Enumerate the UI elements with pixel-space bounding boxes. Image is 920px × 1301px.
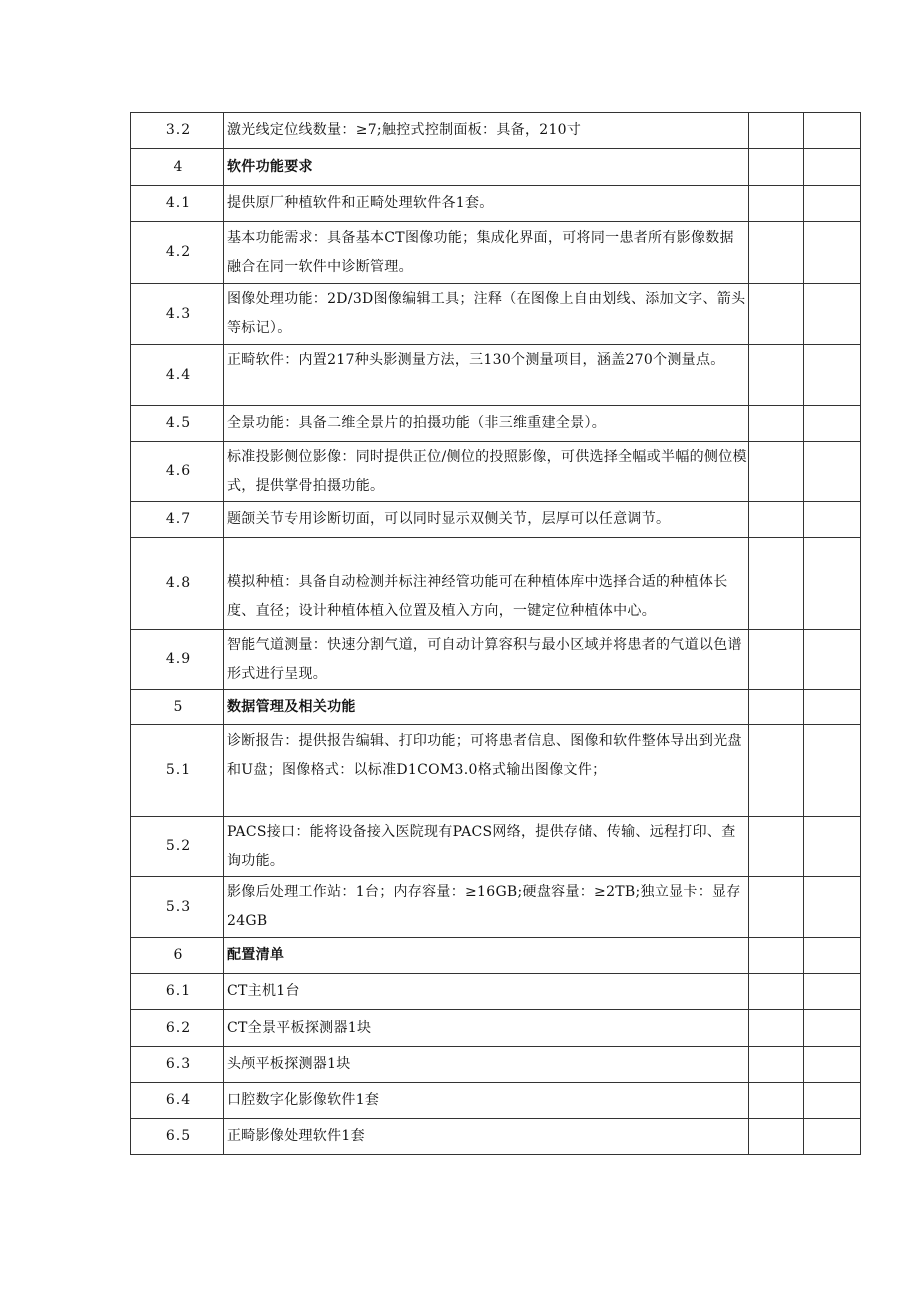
row-description: 诊断报告：提供报告编辑、打印功能；可将患者信息、图像和软件整体导出到光盘和U盘；图像格式：以标准D1COM3.0格式输出图像文件； — [224, 725, 749, 817]
row-description: 智能气道测量：快速分割气道，可自动计算容积与最小区域并将患者的气道以色谱形式进行呈现。 — [224, 630, 749, 690]
empty-cell — [804, 974, 861, 1010]
empty-cell — [804, 1119, 861, 1155]
section-number: 6 — [131, 938, 224, 974]
empty-cell — [749, 690, 804, 725]
empty-cell — [749, 442, 804, 502]
empty-cell — [804, 877, 861, 938]
empty-cell — [749, 502, 804, 538]
empty-cell — [804, 817, 861, 877]
table-row — [131, 442, 861, 502]
row-number: 4.8 — [131, 538, 224, 630]
empty-cell — [749, 406, 804, 442]
empty-cell — [749, 1083, 804, 1119]
table-row — [131, 113, 861, 149]
row-number: 4.9 — [131, 630, 224, 690]
empty-cell — [804, 690, 861, 725]
row-number: 6.1 — [131, 974, 224, 1010]
row-description: 影像后处理工作站：1台；内存容量：≥16GB;硬盘容量：≥2TB;独立显卡：显存24GB — [224, 877, 749, 938]
row-description: 题颌关节专用诊断切面，可以同时显示双侧关节，层厚可以任意调节。 — [224, 502, 749, 538]
table-row — [131, 1083, 861, 1119]
empty-cell — [749, 113, 804, 149]
table-row — [131, 1010, 861, 1047]
empty-cell — [749, 1010, 804, 1047]
empty-cell — [804, 630, 861, 690]
row-description: 口腔数字化影像软件1套 — [224, 1083, 749, 1119]
table-row — [131, 725, 861, 817]
empty-cell — [749, 725, 804, 817]
row-number: 4.5 — [131, 406, 224, 442]
row-description: 激光线定位线数量：≥7;触控式控制面板：具备，210寸 — [224, 113, 749, 149]
empty-cell — [749, 974, 804, 1010]
row-description: CT全景平板探测器1块 — [224, 1010, 749, 1047]
section-title: 软件功能要求 — [224, 149, 749, 186]
empty-cell — [749, 817, 804, 877]
empty-cell — [804, 113, 861, 149]
section-row — [131, 690, 861, 725]
empty-cell — [749, 938, 804, 974]
empty-cell — [804, 725, 861, 817]
table-row — [131, 974, 861, 1010]
empty-cell — [749, 284, 804, 345]
row-number: 6.3 — [131, 1047, 224, 1083]
row-description: PACS接口：能将设备接入医院现有PACS网络，提供存储、传输、远程打印、查询功能。 — [224, 817, 749, 877]
empty-cell — [804, 186, 861, 222]
table-row — [131, 406, 861, 442]
empty-cell — [804, 442, 861, 502]
spec-table — [130, 112, 861, 1155]
empty-cell — [804, 1010, 861, 1047]
section-title: 数据管理及相关功能 — [224, 690, 749, 725]
empty-cell — [749, 877, 804, 938]
empty-cell — [749, 149, 804, 186]
empty-cell — [804, 938, 861, 974]
row-number: 4.7 — [131, 502, 224, 538]
empty-cell — [749, 186, 804, 222]
row-number: 4.1 — [131, 186, 224, 222]
row-description: 标准投影侧位影像：同时提供正位/侧位的投照影像，可供选择全幅或半幅的侧位模式，提供掌骨拍摄功能。 — [224, 442, 749, 502]
section-row — [131, 938, 861, 974]
row-number: 5.2 — [131, 817, 224, 877]
empty-cell — [804, 1047, 861, 1083]
row-number: 6.5 — [131, 1119, 224, 1155]
table-row — [131, 538, 861, 630]
row-number: 4.3 — [131, 284, 224, 345]
section-row — [131, 149, 861, 186]
row-description: 模拟种植：具备自动检测并标注神经管功能可在种植体库中选择合适的种植体长度、直径；设计种植体植入位置及植入方向，一键定位种植体中心。 — [224, 538, 749, 630]
table-row — [131, 630, 861, 690]
row-number: 4.6 — [131, 442, 224, 502]
table-row — [131, 817, 861, 877]
empty-cell — [804, 502, 861, 538]
empty-cell — [749, 345, 804, 406]
row-description: 正畸软件：内置217种头影测量方法，三130个测量项目，涵盖270个测量点。 — [224, 345, 749, 406]
row-description: 基本功能需求：具备基本CT图像功能；集成化界面，可将同一患者所有影像数据融合在同一软件中诊断管理。 — [224, 222, 749, 284]
table-row — [131, 1047, 861, 1083]
empty-cell — [804, 406, 861, 442]
empty-cell — [749, 538, 804, 630]
row-number: 6.2 — [131, 1010, 224, 1047]
table-row — [131, 502, 861, 538]
empty-cell — [749, 630, 804, 690]
row-description: 图像处理功能：2D/3D图像编辑工具；注释（在图像上自由划线、添加文字、箭头等标记）。 — [224, 284, 749, 345]
row-number: 4.2 — [131, 222, 224, 284]
empty-cell — [804, 538, 861, 630]
empty-cell — [804, 149, 861, 186]
table-row — [131, 345, 861, 406]
empty-cell — [749, 1047, 804, 1083]
row-number: 5.1 — [131, 725, 224, 817]
row-number: 4.4 — [131, 345, 224, 406]
section-number: 4 — [131, 149, 224, 186]
empty-cell — [804, 1083, 861, 1119]
row-description: 全景功能：具备二维全景片的拍摄功能（非三维重建全景）。 — [224, 406, 749, 442]
empty-cell — [749, 222, 804, 284]
table-row — [131, 222, 861, 284]
table-row — [131, 186, 861, 222]
row-description: 头颅平板探测器1块 — [224, 1047, 749, 1083]
table-row — [131, 1119, 861, 1155]
empty-cell — [804, 345, 861, 406]
row-description: 提供原厂种植软件和正畸处理软件各1套。 — [224, 186, 749, 222]
row-number: 3.2 — [131, 113, 224, 149]
section-number: 5 — [131, 690, 224, 725]
empty-cell — [804, 222, 861, 284]
section-title: 配置清单 — [224, 938, 749, 974]
table-row — [131, 284, 861, 345]
empty-cell — [749, 1119, 804, 1155]
table-row — [131, 877, 861, 938]
empty-cell — [804, 284, 861, 345]
row-number: 5.3 — [131, 877, 224, 938]
row-description: 正畸影像处理软件1套 — [224, 1119, 749, 1155]
row-number: 6.4 — [131, 1083, 224, 1119]
row-description: CT主机1台 — [224, 974, 749, 1010]
